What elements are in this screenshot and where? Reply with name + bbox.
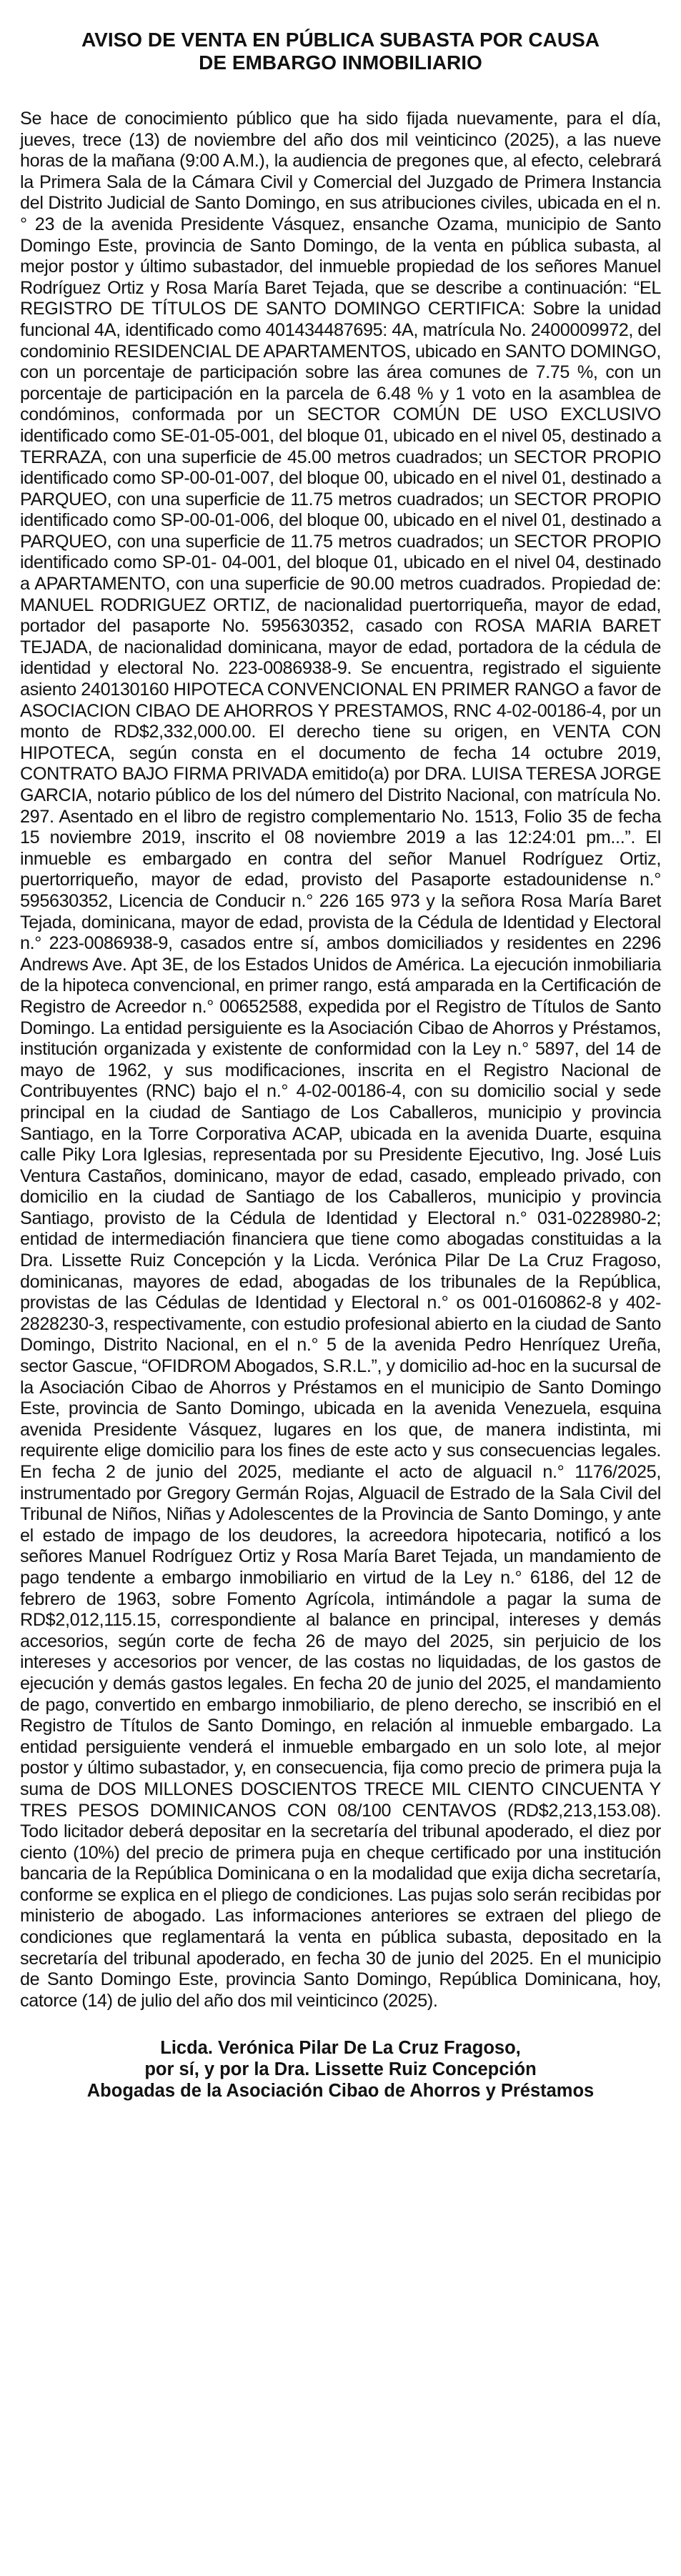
signature-line-1: Licda. Verónica Pilar De La Cruz Fragoso, bbox=[160, 2038, 521, 2059]
signature-line-2: por sí, y por la Dra. Lissette Ruiz Concepción bbox=[144, 2059, 537, 2080]
notice-title-line-2: DE EMBARGO INMOBILIARIO bbox=[199, 51, 482, 74]
notice-body-text: Se hace de conocimiento público que ha sido fijada nuevamente, para el día, jueves, trece (13) de noviembre del año dos mil veinticinco (2025), a las nueve horas de la mañana (9:00 A.M.), la audiencia de pregones que, al efecto, celebrará la Primera Sala de la Cámara Civil y Comercial del Juzgado de Primera Instancia del Distrito Judicial de Santo Domingo, en sus atribuciones civiles, ubicada en el n.° 23 de la avenida Presidente Vásquez, ensanche Ozama, municipio de Santo Domingo Este, provincia de Santo Domingo, de la venta en pública subasta, al mejor postor y último subastador, del inmueble propiedad de los señores Manuel Rodríguez Ortiz y Rosa María Baret Tejada, que se describe a continuación: “EL REGISTRO DE TÍTULOS DE SANTO DOMINGO CERTIFICA: Sobre la unidad funcional 4A, identificado como 401434487695: 4A, matrícula No. 2400009972, del condominio RESIDENCIAL DE APARTAMENTOS, ubicado en SANTO DOMINGO, con un porcentaje de participación sobre las área comunes de 7.75 %, con un porcentaje de participación en la parcela de 6.48 % y 1 voto en la asamblea de condóminos, conformada por un SECTOR COMÚN DE USO EXCLUSIVO identificado como SE-01-05-001, del bloque 01, ubicado en el nivel 05, destinado a TERRAZA, con una superficie de 45.00 metros cuadrados; un SECTOR PROPIO identificado como SP-00-01-007, del bloque 00, ubicado en el nivel 01, destinado a PARQUEO, con una superficie de 11.75 metros cuadrados; un SECTOR PROPIO identificado como SP-00-01-006, del bloque 00, ubicado en el nivel 01, destinado a PARQUEO, con una superficie de 11.75 metros cuadrados; un SECTOR PROPIO identificado como SP-01- 04-001, del bloque 01, ubicado en el nivel 04, destinado a APARTAMENTO, con una superficie de 90.00 metros cuadrados. Propiedad de: MANUEL RODRIGUEZ ORTIZ, de nacionalidad puertorriqueña, mayor de edad, portador del pasaporte No. 595630352, casado con ROSA MARIA BARET TEJADA, de nacionalidad dominicana, mayor de edad, portadora de la cédula de identidad y electoral No. 223-0086938-9. Se encuentra, registrado el siguiente asiento 240130160 HIPOTECA CONVENCIONAL EN PRIMER RANGO a favor de ASOCIACION CIBAO DE AHORROS Y PRESTAMOS, RNC 4-02-00186-4, por un monto de RD$2,332,000.00. El derecho tiene su origen, en VENTA CON HIPOTECA, según consta en el documento de fecha 14 octubre 2019, CONTRATO BAJO FIRMA PRIVADA emitido(a) por DRA. LUISA TERESA JORGE GARCIA, notario público de los del número del Distrito Nacional, con matrícula No. 297. Asentado en el libro de registro complementario No. 1513, Folio 35 de fecha 15 noviembre 2019, inscrito el 08 noviembre 2019 a las 12:24:01 pm...”. El inmueble es embargado en contra del señor Manuel Rodríguez Ortiz, puertorriqueño, mayor de edad, provisto del Pasaporte estadounidense n.° 595630352, Licencia de Conducir n.° 226 165 973 y la señora Rosa María Baret Tejada, dominicana, mayor de edad, provista de la Cédula de Identidad y Electoral n.° 223-0086938-9, casados entre sí, ambos domiciliados y residentes en 2296 Andrews Ave. Apt 3E, de los Estados Unidos de América. La ejecución inmobiliaria de la hipoteca convencional, en primer rango, está amparada en la Certificación de Registro de Acreedor n.° 00652588, expedida por el Registro de Títulos de Santo Domingo. La entidad persiguiente es la Asociación Cibao de Ahorros y Préstamos, institución organizada y existente de conformidad con la Ley n.° 5897, del 14 de mayo de 1962, y sus modificaciones, inscrita en el Registro Nacional de Contribuyentes (RNC) bajo el n.° 4-02-00186-4, con su domicilio social y sede principal en la ciudad de Santiago de Los Caballeros, municipio y provincia Santiago, en la Torre Corporativa ACAP, ubicada en la avenida Duarte, esquina calle Piky Lora Iglesias, representada por su Presidente Ejecutivo, Ing. José Luis Ventura Castaños, dominicano, mayor de edad, casado, empleado privado, con domicilio en la ciudad de Santiago de los Caballeros, municipio y provincia Santiago, provisto de la Cédula de Identidad y Electoral n.° 031-0228980-2; entidad de intermediación financiera que tiene como abogadas constituidas a la Dra. Lissette Ruiz Concepción y la Licda. Verónica Pilar De La Cruz Fragoso, dominicanas, mayores de edad, abogadas de los tribunales de la República, provistas de las Cédulas de Identidad y Electoral n.° os 001-0160862-8 y 402-2828230-3, respectivamente, con estudio profesional abierto en la ciudad de Santo Domingo, Distrito Nacional, en el n.° 5 de la avenida Pedro Henríquez Ureña, sector Gascue, “OFIDROM Abogados, S.R.L.”, y domicilio ad-hoc en la sucursal de la Asociación Cibao de Ahorros y Préstamos en el municipio de Santo Domingo Este, provincia de Santo Domingo, ubicada en la avenida Venezuela, esquina avenida Presidente Vásquez, lugares en los que, de manera indistinta, mi requirente elige domicilio para los fines de este acto y sus consecuencias legales. En fecha 2 de junio del 2025, mediante el acto de alguacil n.° 1176/2025, instrumentado por Gregory Germán Rojas, Alguacil de Estrado de la Sala Civil del Tribunal de Niños, Niñas y Adolescentes de la Provincia de Santo Domingo, y ante el estado de impago de los deudores, la acreedora hipotecaria, notificó a los señores Manuel Rodríguez Ortiz y Rosa María Baret Tejada, un mandamiento de pago tendente a embargo inmobiliario en virtud de la Ley n.° 6186, del 12 de febrero de 1963, sobre Fomento Agrícola, intimándole a pagar la suma de RD$2,012,115.15, correspondiente al balance en principal, intereses y demás accesorios, según corte de fecha 26 de mayo del 2025, sin perjuicio de los intereses y accesorios por vencer, de las costas no liquidadas, de los gastos de ejecución y demás gastos legales. En fecha 20 de junio del 2025, el mandamiento de pago, convertido en embargo inmobiliario, de pleno derecho, se inscribió en el Registro de Títulos de Santo Domingo, en relación al inmueble embargado. La entidad persiguiente venderá el inmueble embargado en un solo lote, al mejor postor y último subastador, y, en consecuencia, fija como precio de primera puja la suma de DOS MILLONES DOSCIENTOS TRECE MIL CIENTO CINCUENTA Y TRES PESOS DOMINICANOS CON 08/100 CENTAVOS (RD$2,213,153.08). Todo licitador deberá depositar en la secretaría del tribunal apoderado, el diez por ciento (10%) del precio de primera puja en cheque certificado por una institución bancaria de la República Dominicana o en la modalidad que exija dicha secretaría, conforme se explica en el pliego de condiciones. Las pujas solo serán recibidas por ministerio de abogado. Las informaciones anteriores se extraen del pliego de condiciones que reglamentará la venta en pública subasta, depositado en la secretaría del tribunal apoderado, en fecha 30 de junio del 2025. En el municipio de Santo Domingo Este, provincia Santo Domingo, República Dominicana, hoy, catorce (14) de julio del año dos mil veinticinco (2025). bbox=[20, 109, 661, 2011]
signature-block bbox=[20, 2037, 661, 2102]
notice-title bbox=[20, 29, 661, 74]
notice-title-line-1: AVISO DE VENTA EN PÚBLICA SUBASTA POR CAUSA bbox=[81, 29, 600, 51]
signature-line-3: Abogadas de la Asociación Cibao de Ahorros y Préstamos bbox=[86, 2081, 595, 2102]
